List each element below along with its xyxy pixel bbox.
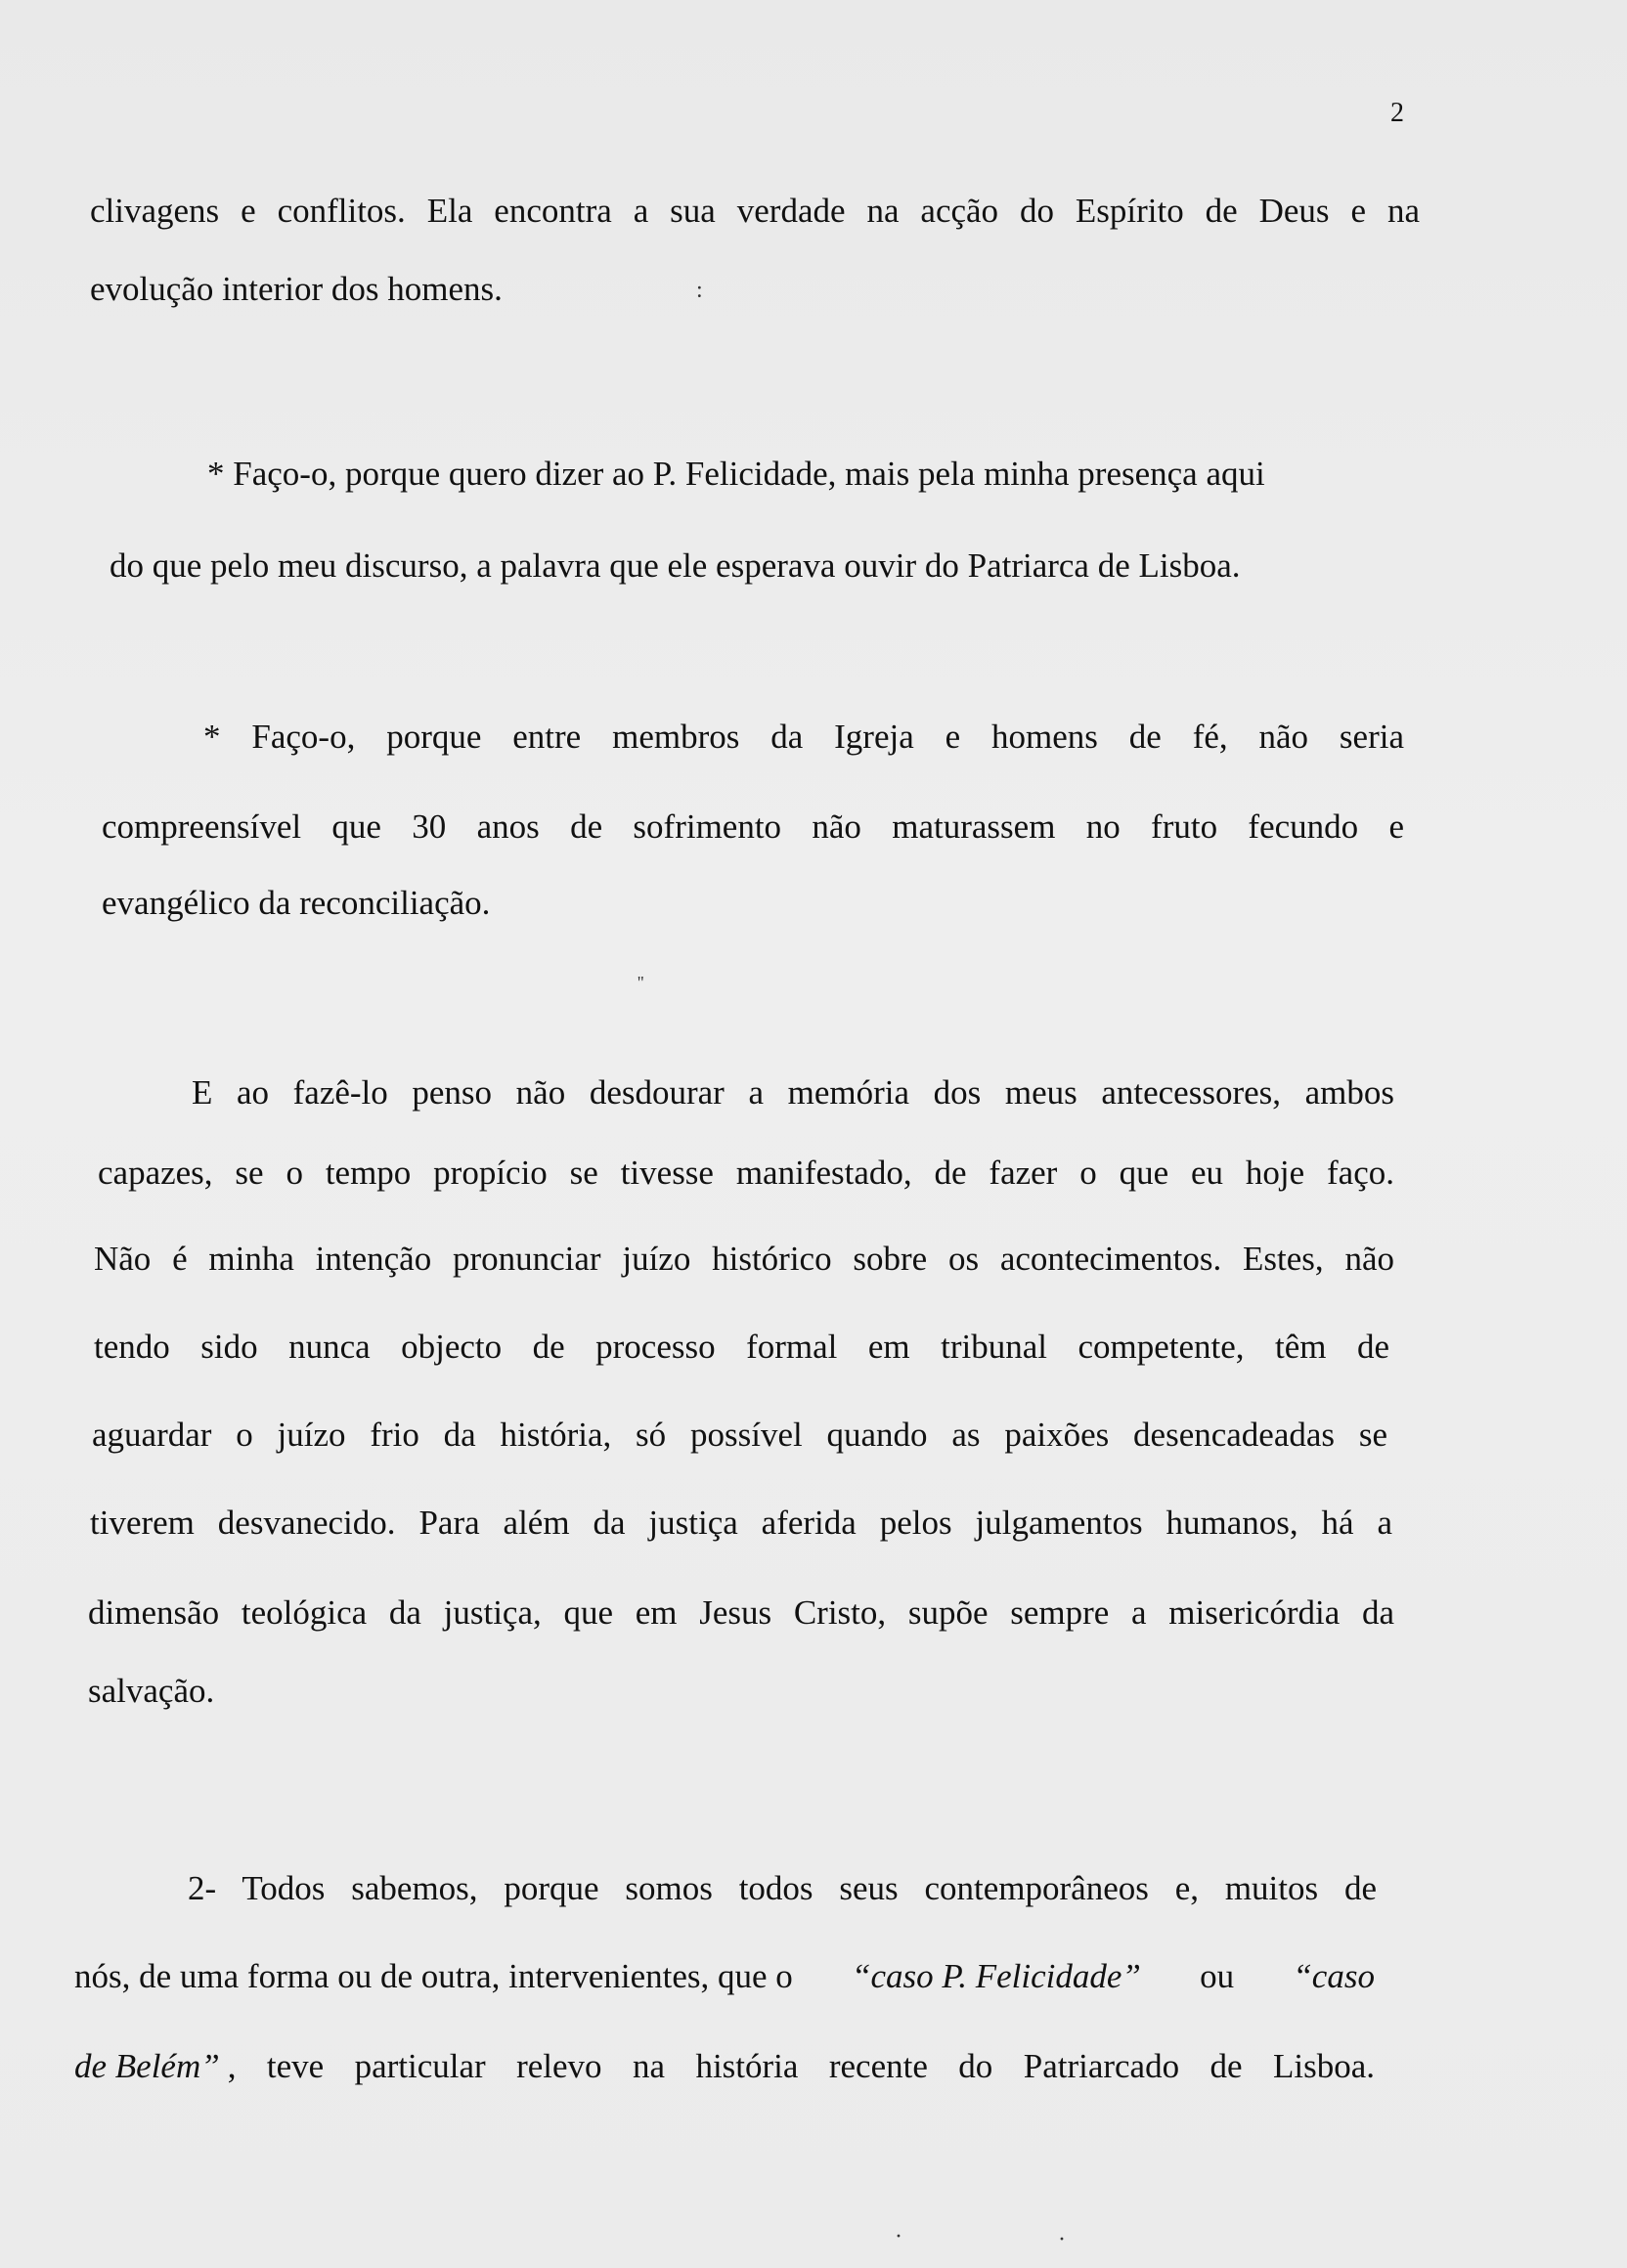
page-number: 2 <box>1390 98 1404 128</box>
paragraph-1-line-1: clivagens e conflitos. Ela encontra a sua verdade na acção do Espírito de Deus e na <box>90 192 1420 230</box>
scan-mark: · <box>895 2224 902 2249</box>
paragraph-4-line-6: tiverem desvanecido. Para além da justiça aferida pelos julgamentos humanos, há a <box>90 1504 1392 1542</box>
paragraph-2-line-1: * Faço-o, porque quero dizer ao P. Felicidade, mais pela minha presença aqui <box>207 455 1265 493</box>
paragraph-5-case-name: “caso P. Felicidade” <box>852 1957 1141 1995</box>
paragraph-3-line-2: compreensível que 30 anos de sofrimento não maturassem no fruto fecundo e <box>102 807 1404 846</box>
paragraph-4-line-7: dimensão teológica da justiça, que em Jesus Cristo, supõe sempre a misericórdia da <box>88 1593 1394 1632</box>
paragraph-3-line-3: evangélico da reconciliação. <box>102 884 491 922</box>
paragraph-4-line-2: capazes, se o tempo propício se tivesse manifestado, de fazer o que eu hoje faço. <box>98 1154 1394 1192</box>
paragraph-1-line-2: evolução interior dos homens. <box>90 270 503 308</box>
paragraph-4-line-5: aguardar o juízo frio da história, só possível quando as paixões desencadeadas se <box>92 1416 1387 1454</box>
scan-mark: · <box>1058 2227 1066 2252</box>
paragraph-5-line-2 <box>74 1957 1375 1996</box>
scan-mark: '' <box>638 973 644 992</box>
paragraph-5-case-belem-start: “caso <box>1293 1957 1375 1995</box>
scan-mark: : <box>696 278 703 303</box>
paragraph-3-line-1: * Faço-o, porque entre membros da Igreja e homens de fé, não seria <box>203 718 1404 756</box>
paragraph-2-line-2: do que pelo meu discurso, a palavra que ele esperava ouvir do Patriarca de Lisboa. <box>110 546 1241 585</box>
paragraph-5-line-3-text-b: , teve particular relevo na história recente do Patriarcado de Lisboa. <box>227 2047 1375 2085</box>
paragraph-4-line-4: tendo sido nunca objecto de processo formal em tribunal competente, têm de <box>94 1328 1389 1366</box>
paragraph-4-line-8: salvação. <box>88 1672 215 1710</box>
paragraph-5-line-2-text-a: nós, de uma forma ou de outra, intervenientes, que o <box>74 1957 793 1995</box>
paragraph-5-case-belem-end: de Belém” <box>74 2047 220 2085</box>
paragraph-4-line-3: Não é minha intenção pronunciar juízo histórico sobre os acontecimentos. Estes, não <box>94 1240 1394 1278</box>
paragraph-5-line-3 <box>74 2047 1375 2086</box>
paragraph-4-line-1: E ao fazê-lo penso não desdourar a memória dos meus antecessores, ambos <box>192 1073 1394 1112</box>
paragraph-5-line-1: 2- Todos sabemos, porque somos todos seus contemporâneos e, muitos de <box>188 1869 1377 1907</box>
paragraph-5-line-2-text-c: ou <box>1200 1957 1235 1995</box>
